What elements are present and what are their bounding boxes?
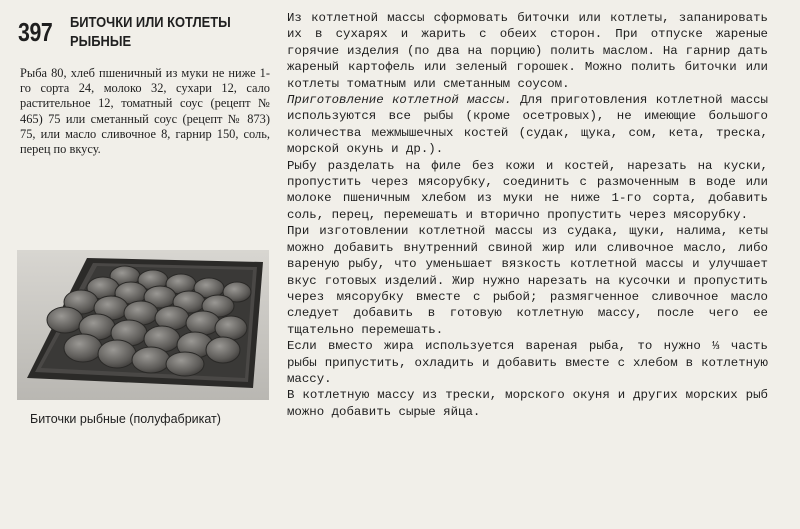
ingredients-list: Рыба 80, хлеб пшеничный из муки не ниже 1-го сорта 24, молоко 32, сухари 12, сало растительное 12, томатный соус (рецепт № 465) 75 или сметанный соус (рецепт № 873) 75, или масло сливочное 8, гарнир 150, соль, перец по вкусу. [20,66,270,157]
fish-patties-photo [17,250,269,400]
recipe-title: БИТОЧКИ ИЛИ КОТЛЕТЫ РЫБНЫЕ [70,14,231,50]
instruction-paragraph: Рыбу разделать на филе без кожи и костей, нарезать на куски, пропустить через мясорубку, соединить с размоченным в воде или молоке пшеничным хлебом из муки не ниже 1-го сорта, добавить соль, перец, перемешать и вторично пропустить через мясорубку. [287,158,768,222]
instruction-paragraph [287,92,768,158]
photo-caption: Биточки рыбные (полуфабрикат) [30,412,221,426]
instruction-paragraph: В котлетную массу из трески, морского окуня и других морских рыб можно добавить сырые яйца. [287,388,768,419]
recipe-header [18,10,280,58]
instruction-paragraph: Из котлетной массы сформовать биточки или котлеты, запанировать их в сухарях и жарить с обеих сторон. При отпуске жареные горячие изделия (по два на порцию) полить маслом. На гарнир дать жареный картофель или зеленый горошек. Можно полить биточки или котлеты томатным или сметанным соусом. [287,11,768,91]
recipe-number: 397 [18,17,53,47]
instruction-paragraph: Если вместо жира используется вареная рыба, то нужно ⅓ часть рыбы припустить, охладить и добавить вместе с хлебом в котлетную массу. [287,339,768,386]
fish-patties-image [17,250,269,400]
section-heading: Приготовление котлетной массы. [287,93,512,108]
instruction-paragraph: При изготовлении котлетной массы из судака, щуки, налима, кеты можно добавить внутренний свиной жир или сливочное масло, либо вареную рыбу, что уменьшает вязкость котлетной массы и улучшает вкус готовых изделий. Жир нужно нарезать на кусочки и пропустить через мясорубку вместе с рыбой; размягченное сливочное масло следует добавить в готовую котлетную массу, после чего ее тщательно перемешать. [287,224,768,337]
section-text: Для приготовления котлетной массы используются все рыбы (кроме осетровых), не имеющие большого количества межмышечных костей (судак, щука, сом, кета, треска, морской окунь и др.). [287,93,768,157]
recipe-instructions [287,10,768,420]
